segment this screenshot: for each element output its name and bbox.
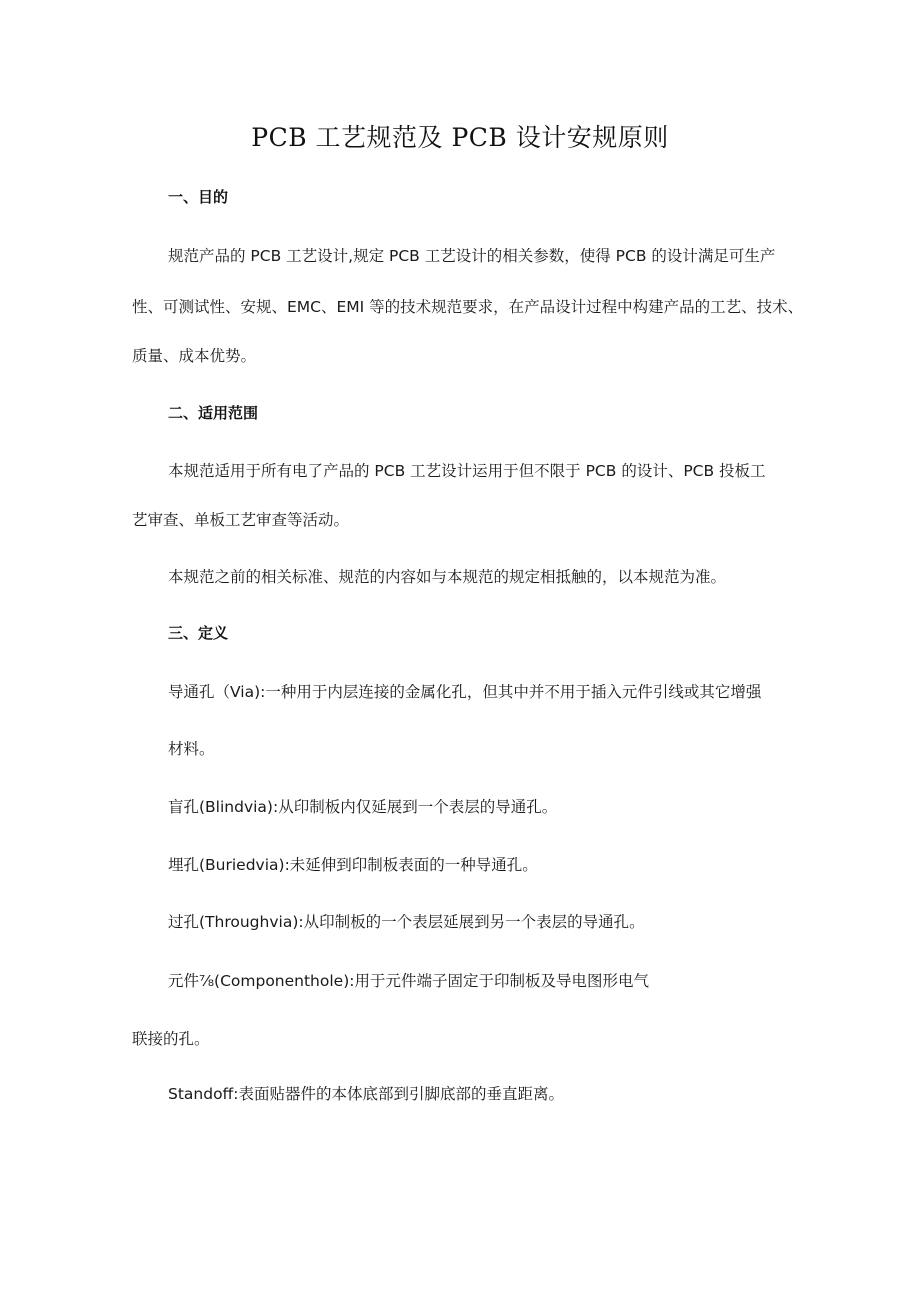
- definition-line-buried-via: 埋孔(Buriedvia):未延伸到印制板表面的一种导通孔。: [168, 856, 538, 874]
- paragraph-line: 规范产品的 PCB 工艺设计,规定 PCB 工艺设计的相关参数，使得 PCB 的设计满足可生产: [168, 247, 776, 265]
- paragraph-line: 艺审查、单板工艺审查等活动。: [132, 511, 350, 529]
- paragraph-line: 质量、成本优势。: [132, 347, 257, 365]
- definition-line-component-hole: 元件⅞(Componenthole):用于元件端子固定于印制板及导电图形电气: [168, 972, 649, 990]
- definition-line-through-via: 过孔(Throughvia):从印制板的一个表层延展到另一个表层的导通孔。: [168, 913, 645, 931]
- document-title: PCB 工艺规范及 PCB 设计安规原则: [251, 123, 669, 152]
- definition-line-via: 导通孔（Via):一种用于内层连接的金属化孔，但其中并不用于插入元件引线或其它增强: [168, 683, 762, 701]
- definition-line-component-hole-cont: 联接的孔。: [132, 1030, 210, 1048]
- definition-line-blind-via: 盲孔(Blindvia):从印制板内仅延展到一个表层的导通孔。: [168, 798, 558, 816]
- paragraph-line: 性、可测试性、安规、EMC、EMI 等的技术规范要求，在产品设计过程中构建产品的工艺、技术、: [132, 298, 804, 316]
- paragraph-line: 本规范之前的相关标准、规范的内容如与本规范的规定相抵触的，以本规范为准。: [168, 568, 727, 586]
- paragraph-line: 本规范适用于所有电了产品的 PCB 工艺设计运用于但不限于 PCB 的设计、PCB 投板工: [168, 462, 766, 480]
- definition-line-standoff: Standoff:表面贴器件的本体底部到引脚底部的垂直距离。: [168, 1085, 564, 1103]
- section-heading-purpose: 一、目的: [168, 188, 229, 206]
- section-heading-definitions: 三、定义: [168, 624, 229, 642]
- section-heading-scope: 二、适用范围: [168, 404, 259, 422]
- definition-line-via-cont: 材料。: [168, 740, 215, 758]
